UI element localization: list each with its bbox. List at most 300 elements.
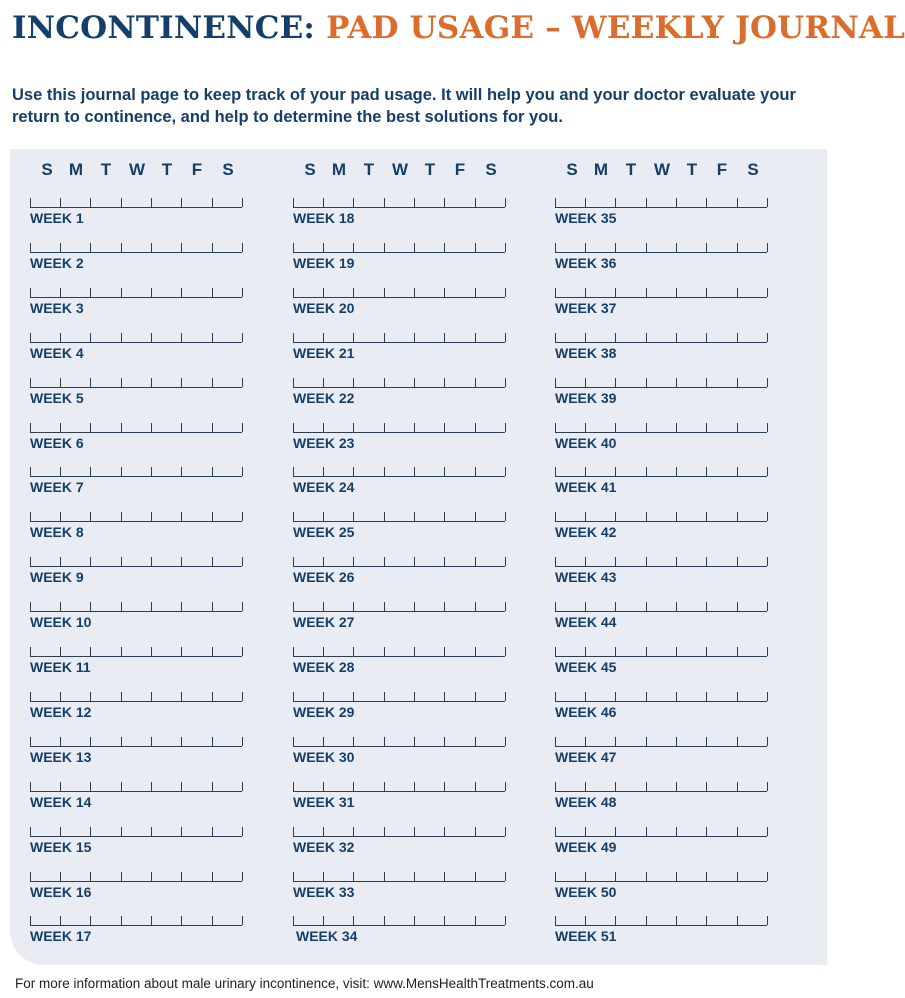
day-label: W bbox=[653, 160, 671, 179]
ruler-tick bbox=[737, 288, 738, 297]
ruler-tick bbox=[444, 467, 445, 476]
ruler-tick bbox=[181, 557, 182, 566]
ruler-tick bbox=[475, 827, 476, 836]
ruler-tick bbox=[30, 378, 31, 387]
day-entry-ruler bbox=[555, 646, 767, 657]
week-row bbox=[293, 466, 508, 506]
week-label: WEEK 13 bbox=[30, 748, 92, 765]
ruler-tick bbox=[706, 872, 707, 881]
week-row bbox=[555, 242, 770, 282]
ruler-tick bbox=[737, 647, 738, 656]
ruler-tick bbox=[475, 333, 476, 342]
intro-text: Use this journal page to keep track of your pad usage. It will help you and your doctor evaluate your return to continence, and help to determine the best solutions for you. bbox=[12, 86, 796, 126]
ruler-tick bbox=[242, 512, 243, 521]
ruler-tick bbox=[151, 512, 152, 521]
ruler-tick bbox=[505, 916, 506, 925]
ruler-tick bbox=[706, 916, 707, 925]
ruler-tick bbox=[212, 872, 213, 881]
ruler-tick bbox=[706, 737, 707, 746]
ruler-tick bbox=[30, 782, 31, 791]
ruler-tick bbox=[121, 198, 122, 207]
ruler-tick bbox=[212, 378, 213, 387]
day-entry-ruler bbox=[30, 601, 242, 612]
ruler-tick bbox=[90, 198, 91, 207]
ruler-tick bbox=[444, 916, 445, 925]
ruler-tick bbox=[323, 243, 324, 252]
ruler-tick bbox=[444, 378, 445, 387]
day-entry-ruler bbox=[555, 242, 767, 253]
ruler-tick bbox=[615, 916, 616, 925]
week-label: WEEK 4 bbox=[30, 344, 84, 361]
week-label: WEEK 27 bbox=[293, 614, 355, 631]
ruler-tick bbox=[706, 423, 707, 432]
ruler-tick bbox=[242, 602, 243, 611]
ruler-tick bbox=[646, 378, 647, 387]
ruler-tick bbox=[293, 647, 294, 656]
ruler-tick bbox=[444, 692, 445, 701]
ruler-tick bbox=[444, 198, 445, 207]
ruler-tick bbox=[384, 647, 385, 656]
week-label: WEEK 26 bbox=[293, 569, 355, 586]
ruler-tick bbox=[242, 288, 243, 297]
ruler-tick bbox=[615, 243, 616, 252]
ruler-tick bbox=[384, 467, 385, 476]
ruler-tick bbox=[30, 827, 31, 836]
ruler-tick bbox=[151, 378, 152, 387]
ruler-tick bbox=[585, 872, 586, 881]
week-label: WEEK 30 bbox=[293, 748, 355, 765]
ruler-tick bbox=[151, 827, 152, 836]
ruler-tick bbox=[323, 647, 324, 656]
ruler-tick bbox=[30, 916, 31, 925]
ruler-tick bbox=[384, 602, 385, 611]
ruler-tick bbox=[676, 198, 677, 207]
ruler-tick bbox=[323, 827, 324, 836]
ruler-tick bbox=[121, 602, 122, 611]
ruler-tick bbox=[293, 827, 294, 836]
day-entry-ruler bbox=[293, 242, 505, 253]
ruler-tick bbox=[585, 692, 586, 701]
ruler-tick bbox=[737, 737, 738, 746]
ruler-tick bbox=[414, 782, 415, 791]
ruler-tick bbox=[475, 378, 476, 387]
ruler-tick bbox=[60, 827, 61, 836]
ruler-tick bbox=[676, 467, 677, 476]
ruler-tick bbox=[353, 423, 354, 432]
ruler-tick bbox=[676, 333, 677, 342]
ruler-tick bbox=[737, 782, 738, 791]
ruler-tick bbox=[737, 602, 738, 611]
ruler-tick bbox=[646, 692, 647, 701]
ruler-tick bbox=[242, 378, 243, 387]
ruler-tick bbox=[181, 288, 182, 297]
ruler-tick bbox=[30, 872, 31, 881]
ruler-tick bbox=[555, 378, 556, 387]
ruler-tick bbox=[353, 872, 354, 881]
ruler-tick bbox=[151, 692, 152, 701]
ruler-tick bbox=[151, 288, 152, 297]
week-row bbox=[555, 422, 770, 462]
ruler-tick bbox=[293, 512, 294, 521]
week-row bbox=[30, 466, 245, 506]
ruler-tick bbox=[615, 557, 616, 566]
day-label: S bbox=[566, 160, 578, 179]
ruler-tick bbox=[384, 198, 385, 207]
ruler-tick bbox=[30, 423, 31, 432]
week-row bbox=[293, 511, 508, 551]
week-label: WEEK 11 bbox=[30, 659, 91, 675]
week-label: WEEK 35 bbox=[555, 210, 617, 226]
ruler-tick bbox=[505, 692, 506, 701]
ruler-tick bbox=[737, 467, 738, 476]
ruler-tick bbox=[212, 243, 213, 252]
day-entry-ruler bbox=[293, 422, 505, 433]
week-label: WEEK 46 bbox=[555, 703, 617, 720]
ruler-tick bbox=[676, 692, 677, 701]
ruler-tick bbox=[323, 557, 324, 566]
ruler-tick bbox=[615, 423, 616, 432]
week-label: WEEK 45 bbox=[555, 659, 617, 675]
ruler-tick bbox=[212, 467, 213, 476]
ruler-tick bbox=[121, 423, 122, 432]
week-row bbox=[30, 197, 245, 237]
ruler-tick bbox=[767, 512, 768, 521]
week-row bbox=[30, 511, 245, 551]
ruler-tick bbox=[676, 602, 677, 611]
ruler-tick bbox=[121, 827, 122, 836]
ruler-tick bbox=[151, 423, 152, 432]
ruler-tick bbox=[475, 602, 476, 611]
ruler-tick bbox=[242, 198, 243, 207]
week-label: WEEK 5 bbox=[30, 389, 84, 406]
ruler-tick bbox=[475, 467, 476, 476]
ruler-tick bbox=[121, 333, 122, 342]
ruler-tick bbox=[353, 557, 354, 566]
ruler-tick bbox=[505, 737, 506, 746]
ruler-tick bbox=[585, 782, 586, 791]
ruler-tick bbox=[706, 827, 707, 836]
ruler-tick bbox=[90, 243, 91, 252]
ruler-tick bbox=[555, 288, 556, 297]
ruler-tick bbox=[505, 243, 506, 252]
ruler-tick bbox=[30, 467, 31, 476]
ruler-tick bbox=[676, 827, 677, 836]
ruler-tick bbox=[475, 647, 476, 656]
ruler-tick bbox=[444, 737, 445, 746]
ruler-tick bbox=[60, 916, 61, 925]
day-label: F bbox=[191, 160, 203, 179]
day-entry-ruler bbox=[30, 871, 242, 882]
week-row bbox=[293, 736, 508, 776]
week-label: WEEK 10 bbox=[30, 614, 92, 631]
week-row bbox=[555, 511, 770, 551]
ruler-tick bbox=[555, 198, 556, 207]
ruler-tick bbox=[30, 288, 31, 297]
ruler-tick bbox=[181, 602, 182, 611]
day-label: F bbox=[716, 160, 728, 179]
ruler-tick bbox=[30, 333, 31, 342]
week-row bbox=[30, 691, 245, 731]
ruler-tick bbox=[555, 512, 556, 521]
ruler-tick bbox=[293, 557, 294, 566]
ruler-tick bbox=[323, 198, 324, 207]
ruler-tick bbox=[121, 512, 122, 521]
ruler-tick bbox=[353, 243, 354, 252]
ruler-tick bbox=[323, 872, 324, 881]
day-entry-ruler bbox=[555, 826, 767, 837]
ruler-tick bbox=[121, 647, 122, 656]
ruler-tick bbox=[30, 692, 31, 701]
ruler-tick bbox=[151, 198, 152, 207]
week-label: WEEK 3 bbox=[30, 299, 84, 316]
ruler-tick bbox=[475, 198, 476, 207]
ruler-tick bbox=[151, 737, 152, 746]
week-label: WEEK 7 bbox=[30, 479, 84, 496]
ruler-tick bbox=[414, 872, 415, 881]
week-row bbox=[555, 287, 770, 327]
day-entry-ruler bbox=[30, 781, 242, 792]
ruler-tick bbox=[212, 288, 213, 297]
ruler-tick bbox=[384, 916, 385, 925]
day-label: M bbox=[593, 160, 609, 179]
ruler-tick bbox=[30, 512, 31, 521]
ruler-tick bbox=[615, 333, 616, 342]
week-label: WEEK 22 bbox=[293, 389, 355, 406]
week-label: WEEK 23 bbox=[293, 434, 355, 451]
ruler-tick bbox=[323, 602, 324, 611]
ruler-tick bbox=[444, 512, 445, 521]
week-row bbox=[30, 422, 245, 462]
week-label: WEEK 38 bbox=[555, 344, 617, 361]
day-label: W bbox=[128, 160, 146, 179]
ruler-tick bbox=[60, 557, 61, 566]
ruler-tick bbox=[676, 737, 677, 746]
day-entry-ruler bbox=[555, 332, 767, 343]
ruler-tick bbox=[212, 916, 213, 925]
ruler-tick bbox=[767, 423, 768, 432]
ruler-tick bbox=[505, 647, 506, 656]
ruler-tick bbox=[767, 872, 768, 881]
ruler-tick bbox=[555, 916, 556, 925]
ruler-tick bbox=[30, 557, 31, 566]
ruler-tick bbox=[151, 467, 152, 476]
day-entry-ruler bbox=[293, 197, 505, 208]
week-label: WEEK 51 bbox=[555, 928, 617, 945]
ruler-tick bbox=[212, 333, 213, 342]
week-label: WEEK 1 bbox=[30, 210, 84, 226]
week-row bbox=[293, 781, 508, 821]
ruler-tick bbox=[384, 378, 385, 387]
day-entry-ruler bbox=[293, 332, 505, 343]
ruler-tick bbox=[505, 557, 506, 566]
ruler-tick bbox=[585, 647, 586, 656]
week-row bbox=[30, 915, 245, 955]
ruler-tick bbox=[706, 692, 707, 701]
ruler-tick bbox=[676, 916, 677, 925]
ruler-tick bbox=[60, 423, 61, 432]
ruler-tick bbox=[767, 692, 768, 701]
ruler-tick bbox=[585, 198, 586, 207]
week-row bbox=[30, 871, 245, 911]
ruler-tick bbox=[242, 423, 243, 432]
week-label: WEEK 14 bbox=[30, 793, 92, 810]
week-label: WEEK 41 bbox=[555, 479, 617, 496]
ruler-tick bbox=[323, 288, 324, 297]
ruler-tick bbox=[615, 288, 616, 297]
ruler-tick bbox=[60, 467, 61, 476]
ruler-tick bbox=[475, 737, 476, 746]
ruler-tick bbox=[706, 333, 707, 342]
week-row bbox=[293, 646, 508, 686]
ruler-tick bbox=[475, 692, 476, 701]
ruler-tick bbox=[90, 692, 91, 701]
ruler-tick bbox=[121, 243, 122, 252]
ruler-tick bbox=[242, 557, 243, 566]
ruler-tick bbox=[384, 782, 385, 791]
ruler-tick bbox=[353, 512, 354, 521]
ruler-tick bbox=[353, 467, 354, 476]
ruler-tick bbox=[90, 782, 91, 791]
ruler-tick bbox=[444, 872, 445, 881]
day-label: M bbox=[68, 160, 84, 179]
ruler-tick bbox=[475, 557, 476, 566]
ruler-tick bbox=[181, 333, 182, 342]
day-entry-ruler bbox=[293, 781, 505, 792]
ruler-tick bbox=[767, 916, 768, 925]
ruler-tick bbox=[505, 467, 506, 476]
ruler-tick bbox=[676, 782, 677, 791]
ruler-tick bbox=[60, 198, 61, 207]
ruler-tick bbox=[414, 692, 415, 701]
ruler-tick bbox=[353, 827, 354, 836]
ruler-tick bbox=[585, 602, 586, 611]
ruler-tick bbox=[60, 288, 61, 297]
ruler-tick bbox=[30, 647, 31, 656]
week-row bbox=[555, 691, 770, 731]
ruler-tick bbox=[293, 243, 294, 252]
week-label: WEEK 44 bbox=[555, 614, 617, 631]
ruler-tick bbox=[414, 198, 415, 207]
ruler-tick bbox=[181, 647, 182, 656]
ruler-tick bbox=[323, 378, 324, 387]
ruler-tick bbox=[676, 557, 677, 566]
ruler-tick bbox=[414, 737, 415, 746]
ruler-tick bbox=[212, 198, 213, 207]
ruler-tick bbox=[121, 916, 122, 925]
day-label: T bbox=[161, 160, 173, 179]
ruler-tick bbox=[646, 423, 647, 432]
week-row bbox=[30, 781, 245, 821]
ruler-tick bbox=[60, 602, 61, 611]
ruler-tick bbox=[706, 557, 707, 566]
ruler-tick bbox=[706, 288, 707, 297]
day-entry-ruler bbox=[30, 736, 242, 747]
ruler-tick bbox=[90, 916, 91, 925]
ruler-tick bbox=[444, 243, 445, 252]
ruler-tick bbox=[353, 692, 354, 701]
week-label: WEEK 32 bbox=[293, 838, 355, 855]
week-row bbox=[293, 691, 508, 731]
ruler-tick bbox=[353, 647, 354, 656]
ruler-tick bbox=[585, 737, 586, 746]
day-label: S bbox=[485, 160, 497, 179]
ruler-tick bbox=[615, 602, 616, 611]
week-row bbox=[30, 332, 245, 372]
ruler-tick bbox=[90, 647, 91, 656]
ruler-tick bbox=[384, 827, 385, 836]
ruler-tick bbox=[60, 872, 61, 881]
week-row bbox=[293, 332, 508, 372]
ruler-tick bbox=[242, 333, 243, 342]
ruler-tick bbox=[414, 243, 415, 252]
ruler-tick bbox=[615, 378, 616, 387]
ruler-tick bbox=[293, 333, 294, 342]
ruler-tick bbox=[90, 737, 91, 746]
ruler-tick bbox=[414, 378, 415, 387]
footer-text: For more information about male urinary incontinence, visit: www.MensHealthTreatments.com.au bbox=[15, 976, 594, 991]
ruler-tick bbox=[293, 378, 294, 387]
ruler-tick bbox=[323, 512, 324, 521]
day-entry-ruler bbox=[30, 377, 242, 388]
day-entry-ruler bbox=[293, 646, 505, 657]
day-entry-ruler bbox=[30, 556, 242, 567]
ruler-tick bbox=[181, 378, 182, 387]
ruler-tick bbox=[384, 557, 385, 566]
day-header bbox=[555, 160, 770, 182]
ruler-tick bbox=[30, 198, 31, 207]
ruler-tick bbox=[737, 916, 738, 925]
ruler-tick bbox=[767, 782, 768, 791]
ruler-tick bbox=[555, 692, 556, 701]
day-entry-ruler bbox=[555, 422, 767, 433]
day-label: T bbox=[625, 160, 637, 179]
ruler-tick bbox=[706, 467, 707, 476]
ruler-tick bbox=[121, 737, 122, 746]
ruler-tick bbox=[90, 602, 91, 611]
day-entry-ruler bbox=[555, 915, 767, 926]
week-row bbox=[30, 242, 245, 282]
ruler-tick bbox=[555, 467, 556, 476]
ruler-tick bbox=[676, 872, 677, 881]
day-entry-ruler bbox=[555, 601, 767, 612]
ruler-tick bbox=[475, 243, 476, 252]
ruler-tick bbox=[475, 872, 476, 881]
week-label: WEEK 17 bbox=[30, 928, 92, 945]
week-label: WEEK 43 bbox=[555, 569, 617, 586]
title-main: INCONTINENCE: bbox=[12, 10, 316, 46]
ruler-tick bbox=[60, 512, 61, 521]
ruler-tick bbox=[767, 288, 768, 297]
ruler-tick bbox=[181, 512, 182, 521]
ruler-tick bbox=[353, 782, 354, 791]
week-row bbox=[293, 197, 508, 237]
ruler-tick bbox=[505, 827, 506, 836]
day-label: F bbox=[454, 160, 466, 179]
ruler-tick bbox=[767, 333, 768, 342]
ruler-tick bbox=[414, 467, 415, 476]
ruler-tick bbox=[475, 782, 476, 791]
ruler-tick bbox=[585, 557, 586, 566]
day-header bbox=[30, 160, 245, 182]
week-label: WEEK 20 bbox=[293, 299, 355, 316]
ruler-tick bbox=[242, 872, 243, 881]
ruler-tick bbox=[505, 872, 506, 881]
ruler-tick bbox=[737, 512, 738, 521]
ruler-tick bbox=[646, 333, 647, 342]
week-label: WEEK 8 bbox=[30, 524, 84, 541]
ruler-tick bbox=[646, 872, 647, 881]
ruler-tick bbox=[444, 557, 445, 566]
